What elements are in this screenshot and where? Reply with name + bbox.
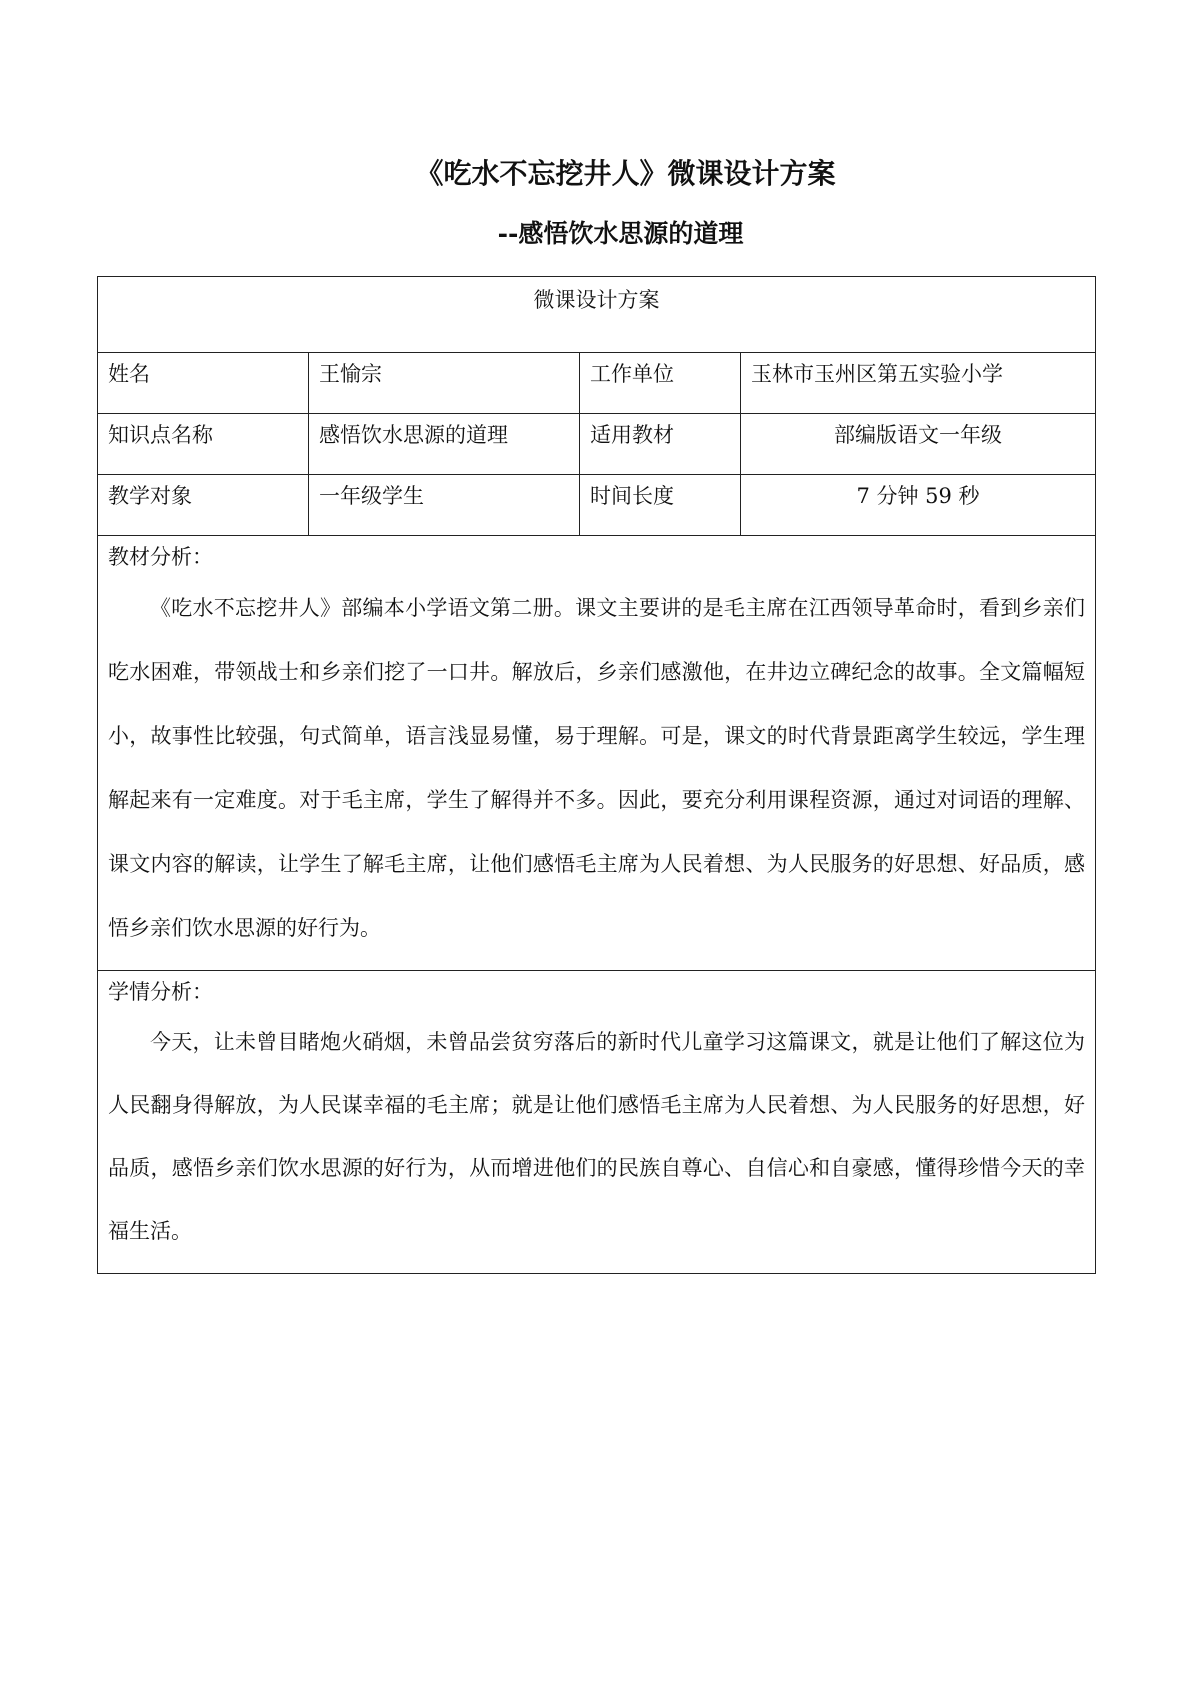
work-unit-value: 玉林市玉州区第五实验小学 — [741, 353, 1096, 414]
material-analysis-section — [98, 536, 1096, 971]
name-label: 姓名 — [98, 353, 309, 414]
knowledge-point-label: 知识点名称 — [98, 414, 309, 475]
textbook-label: 适用教材 — [580, 414, 741, 475]
student-analysis-body: 今天，让未曾目睹炮火硝烟，未曾品尝贫穷落后的新时代儿童学习这篇课文，就是让他们了解这位为人民翻身得解放，为人民谋幸福的毛主席；就是让他们感悟毛主席为人民着想、为人民服务的好思想，好品质，感悟乡亲们饮水思源的好行为，从而增进他们的民族自尊心、自信心和自豪感，懂得珍惜今天的幸福生活。 — [108, 1030, 1085, 1243]
document-title: 《吃水不忘挖井人》微课设计方案 — [415, 157, 836, 190]
textbook-value: 部编版语文一年级 — [741, 414, 1096, 475]
document-subtitle: --感悟饮水思源的道理 — [497, 219, 744, 248]
duration-value: 7 分钟 59 秒 — [741, 475, 1096, 536]
audience-label: 教学对象 — [98, 475, 309, 536]
material-analysis-title: 教材分析： — [108, 545, 213, 569]
work-unit-label: 工作单位 — [580, 353, 741, 414]
name-value: 王愉宗 — [309, 353, 580, 414]
table-row — [98, 353, 1096, 414]
table-header: 微课设计方案 — [98, 277, 1096, 353]
duration-label: 时间长度 — [580, 475, 741, 536]
student-analysis-title: 学情分析： — [108, 980, 213, 1004]
student-analysis-section — [98, 971, 1096, 1274]
design-plan-table — [97, 276, 1096, 1274]
table-row — [98, 475, 1096, 536]
knowledge-point-value: 感悟饮水思源的道理 — [309, 414, 580, 475]
material-analysis-body: 《吃水不忘挖井人》部编本小学语文第二册。课文主要讲的是毛主席在江西领导革命时，看到乡亲们吃水困难，带领战士和乡亲们挖了一口井。解放后，乡亲们感激他，在井边立碑纪念的故事。全文篇幅短小，故事性比较强，句式简单，语言浅显易懂，易于理解。可是，课文的时代背景距离学生较远，学生理解起来有一定难度。对于毛主席，学生了解得并不多。因此，要充分利用课程资源，通过对词语的理解、课文内容的解读，让学生了解毛主席，让他们感悟毛主席为人民着想、为人民服务的好思想、好品质，感悟乡亲们饮水思源的好行为。 — [108, 596, 1085, 940]
audience-value: 一年级学生 — [309, 475, 580, 536]
table-row — [98, 414, 1096, 475]
